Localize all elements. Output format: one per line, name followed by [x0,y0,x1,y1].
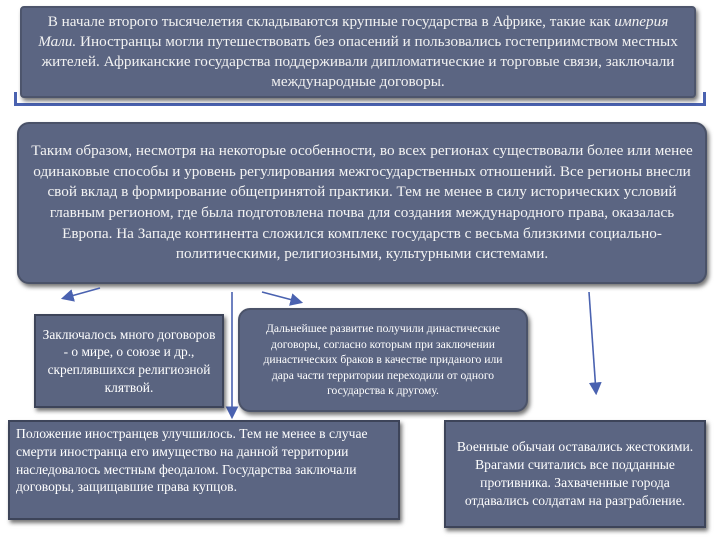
intro-text-part1: В начале второго тысячелетия складываются крупные государства в Африке, такие как [47,13,615,30]
dynastic-treaties-text: Дальнейшее развитие получили династические договоры, согласно которым при заключении династических браков в качестве приданого или дара части территории переходили от одного государства к другому. [263,322,503,398]
summary-regions-text: Таким образом, несмотря на некоторые особенности, во всех регионах существовали более или менее одинаковые способы и уровень регулирования межгосударственных отношений. Все регионы внесли свой вклад в формирование общепринятой практики. Тем не менее в силу исторических условий главным регионом, где была подготовлена почва для создания международного права, оказалась Европа. На Западе континента сложился комплекс государств с весьма близкими социально-политическими, религиозными, культурными системами. [31,142,693,263]
arrow-to-left-box [64,288,100,298]
treaties-box [34,314,224,408]
intro-text-italic: империя Мали. [38,13,669,50]
dynastic-treaties-box [238,308,528,412]
treaties-text: Заключалось много договоров - о мире, о союзе и др., скреплявшихся религиозной клятвой. [42,326,216,395]
foreigners-status-box [8,420,400,520]
arrow-down-right [589,292,596,392]
military-customs-text: Военные обычаи оставались жестокими. Врагами считались все подданные противника. Захваченные города отдавались солдатам на разграбление. [456,438,694,509]
foreigners-status-text: Положение иностранцев улучшилось. Тем не менее в случае смерти иностранца его имущество на данной территории наследовалось местным феодалом. Государства заключали договоры, защищавшие права купцов. [16,426,368,495]
military-customs-box [444,420,706,528]
arrow-to-center-box [262,292,300,302]
intro-text-part2: Иностранцы могли путешествовать без опасений и пользовались гостеприимством местных жителей. Африканские государства поддерживали дипломатические и торговые связи, заключали международные договоры. [41,33,678,90]
